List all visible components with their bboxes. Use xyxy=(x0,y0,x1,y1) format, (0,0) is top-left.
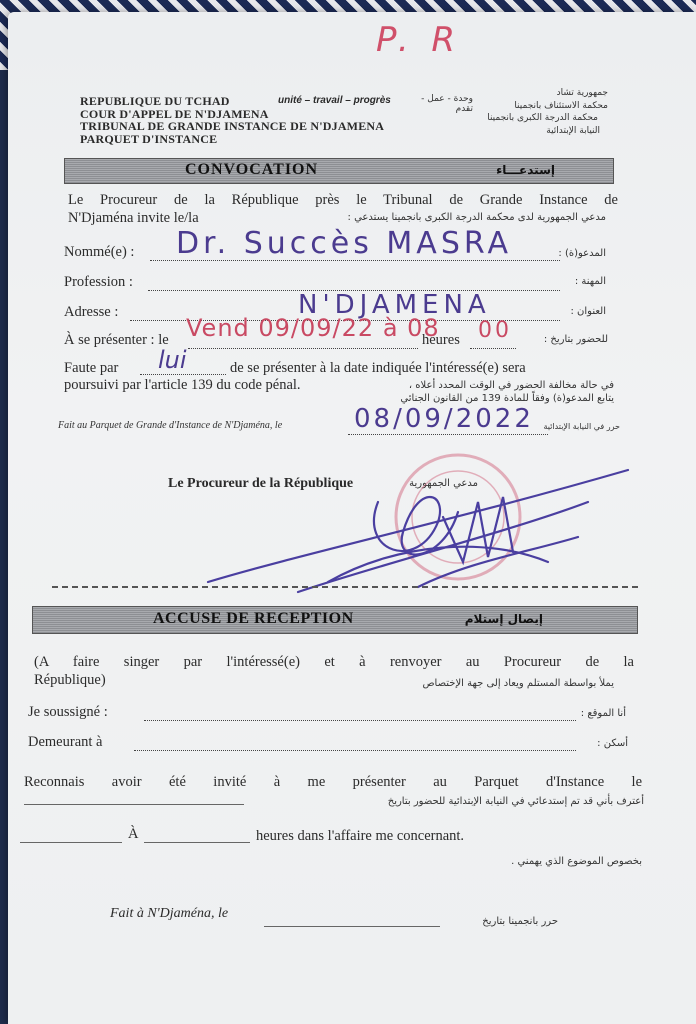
reconnais-text: Reconnais avoir été invité à me présenter au Parquet d'Instance le xyxy=(24,774,642,790)
a-date-field[interactable] xyxy=(20,842,122,843)
header-court-appeal: COUR D'APPEL DE N'DJAMENA xyxy=(80,107,269,121)
fait-label-ar: حرر في النيابة الإبتدائية xyxy=(543,422,620,431)
accuse-note-ar: يملأ بواسطة المستلم ويعاد إلى جهة الإختصاص xyxy=(422,678,614,689)
header-ar-tribunal: محكمة الدرجة الكبرى بانجمينا xyxy=(487,113,598,123)
accuse-note-line2: République) xyxy=(34,672,106,688)
header-motto: unité – travail – progrès xyxy=(278,95,391,106)
accuse-fait-label: Fait à N'Djaména, le xyxy=(110,906,229,921)
accuse-title: ACCUSE DE RECEPTION xyxy=(153,610,354,627)
accuse-fait-ar: حرر بانجمينا بتاريخ xyxy=(482,916,558,927)
signatory-title-ar: مدعي الجمهورية xyxy=(409,478,478,489)
heures-ar: بخصوص الموضوع الذي يهمني . xyxy=(511,856,642,867)
a-label: À xyxy=(128,826,139,842)
accuse-title-ar: إيصال إستلام xyxy=(464,612,543,626)
faute-text: de se présenter à la date indiquée l'intéressé(e) sera xyxy=(230,360,526,376)
faute-ar2: يتابع المدعو(ة) وفقاً للمادة 139 من القانون الجنائي xyxy=(400,393,614,404)
header-country: REPUBLIQUE DU TCHAD xyxy=(80,94,230,108)
profession-label-ar: المهنة : xyxy=(574,276,606,287)
address-label-ar: العنوان : xyxy=(570,306,606,317)
document-paper xyxy=(8,12,696,1024)
faute-article: poursuivi par l'article 139 du code pénal. xyxy=(64,377,301,393)
faute-ar1: في حالة مخالفة الحضور في الوقت المحدد أعلاه ، xyxy=(408,380,614,391)
faute-value: lui xyxy=(158,346,187,374)
present-label-ar: للحضور بتاريخ : xyxy=(543,334,608,345)
name-label: Nommé(e) : xyxy=(64,244,135,260)
a-hour-field[interactable] xyxy=(144,842,250,843)
faute-line xyxy=(140,374,226,375)
present-hours-label: heures xyxy=(422,332,460,348)
header-motto-ar: وحدة - عمل - تقدم xyxy=(421,94,473,114)
reconnais-date-field[interactable] xyxy=(24,804,244,805)
header-ar-country: جمهورية تشاد xyxy=(556,88,608,98)
header-ar-court: محكمة الاستئناف بانجمينا xyxy=(514,101,608,111)
header-ar-parquet: النيابة الإبتدائية xyxy=(546,126,600,136)
fait-line xyxy=(348,434,548,435)
handwritten-note: P. R xyxy=(376,20,462,60)
je-field[interactable] xyxy=(144,720,576,721)
fait-date-value: 08/09/2022 xyxy=(354,404,534,434)
cut-line xyxy=(52,586,638,588)
dem-field[interactable] xyxy=(134,750,576,751)
convocation-title-ar: إستدعـــاء xyxy=(496,163,555,177)
name-label-ar: المدعو(ة) : xyxy=(558,248,606,259)
present-date-value: Vend 09/09/22 à 08 xyxy=(186,314,440,342)
header-parquet: PARQUET D'INSTANCE xyxy=(80,132,218,146)
convocation-title: CONVOCATION xyxy=(185,161,319,178)
header-tribunal: TRIBUNAL DE GRANDE INSTANCE DE N'DJAMENA xyxy=(80,119,385,133)
reconnais-ar: أعترف بأني قد تم إستدعائي في النيابة الإبتدائية للحضور بتاريخ xyxy=(387,796,644,807)
je-label: Je soussigné : xyxy=(28,704,108,720)
convocation-banner xyxy=(64,158,614,184)
present-date-line xyxy=(188,348,418,349)
je-label-ar: أنا الموقع : xyxy=(580,708,626,719)
present-label: À se présenter : le xyxy=(64,332,169,348)
accuse-fait-field[interactable] xyxy=(264,926,440,927)
name-value: Dr. Succès MASRA xyxy=(176,226,513,261)
dem-label-ar: أسكن : xyxy=(597,738,628,749)
stamp-and-signature xyxy=(188,442,648,602)
heures-text: heures dans l'affaire me concernant. xyxy=(256,828,465,844)
present-minutes-line xyxy=(470,348,516,349)
dem-label: Demeurant à xyxy=(28,734,103,750)
fait-label: Fait au Parquet de Grande d'Instance de N'Djaména, le xyxy=(58,420,283,431)
intro-ar: مدعي الجمهورية لدى محكمة الدرجة الكبرى بانجمينا يستدعي : xyxy=(347,212,606,223)
signatory-title: Le Procureur de la République xyxy=(168,476,354,491)
address-value: N'DJAMENA xyxy=(298,290,491,320)
address-label: Adresse : xyxy=(64,304,119,320)
profession-label: Profession : xyxy=(64,274,133,290)
present-minutes-value: 00 xyxy=(478,318,512,343)
signature-scribble xyxy=(208,470,628,592)
accuse-note-line1: (A faire singer par l'intéressé(e) et à renvoyer au Procureur de la xyxy=(34,654,634,670)
intro-line2: N'Djaména invite le/la xyxy=(68,210,199,226)
intro-line1: Le Procureur de la République près le Tribunal de Grande Instance de xyxy=(68,192,618,208)
accuse-banner xyxy=(32,606,638,634)
faute-label: Faute par xyxy=(64,360,119,376)
